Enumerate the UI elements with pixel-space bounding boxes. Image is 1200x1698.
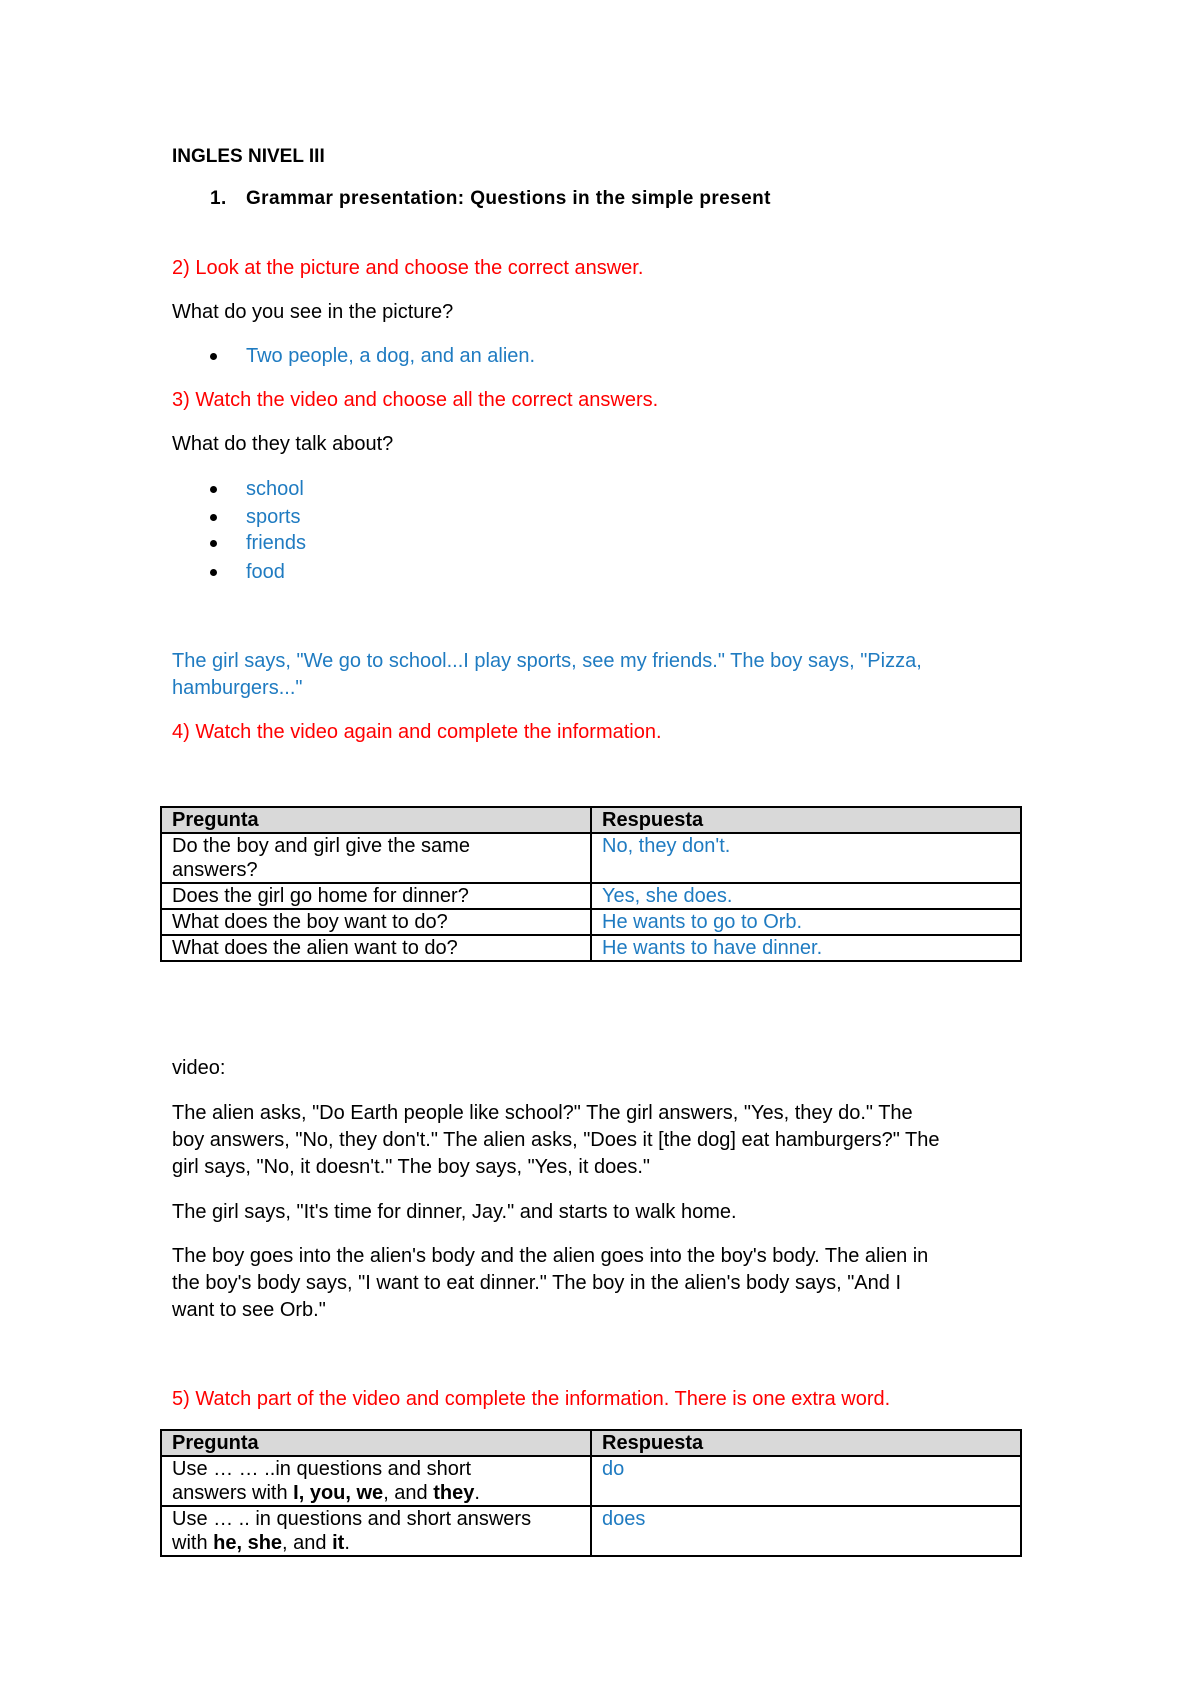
question-text: Do the boy and girl give the same bbox=[172, 835, 470, 857]
question-cell bbox=[161, 1506, 591, 1556]
bold-pronouns: it bbox=[332, 1532, 345, 1554]
table-header-row bbox=[161, 807, 1021, 833]
question-cell: Does the girl go home for dinner? bbox=[161, 883, 591, 909]
table-row bbox=[161, 1506, 1021, 1556]
question-text: Use … … ..in questions and short bbox=[172, 1458, 472, 1480]
ex2-answer-text: Two people, a dog, and an alien. bbox=[246, 345, 536, 367]
table-header-cell: Respuesta bbox=[591, 807, 1021, 833]
ex4-table bbox=[160, 806, 1022, 962]
document-title: INGLES NIVEL III bbox=[172, 146, 325, 167]
table-header-row bbox=[161, 1430, 1021, 1456]
answer-cell: Yes, she does. bbox=[591, 883, 1021, 909]
bold-pronouns: they bbox=[433, 1482, 475, 1504]
ex3-question: What do they talk about? bbox=[172, 433, 394, 455]
question-text: with bbox=[172, 1532, 214, 1554]
answer-cell: He wants to go to Orb. bbox=[591, 909, 1021, 935]
table-row bbox=[161, 935, 1021, 961]
ex5-instruction: 5) Watch part of the video and complete the information. There is one extra word. bbox=[172, 1388, 891, 1410]
table-row bbox=[161, 1456, 1021, 1506]
answer-cell: No, they don't. bbox=[591, 833, 1021, 883]
video-line: The alien asks, "Do Earth people like school?" The girl answers, "Yes, they do." The bbox=[172, 1102, 913, 1124]
ex3-answer-text: sports bbox=[246, 506, 301, 528]
section-heading-text: Grammar presentation: Questions in the simple present bbox=[246, 188, 771, 209]
bold-pronouns: I, you, we bbox=[293, 1482, 384, 1504]
bullet-icon bbox=[210, 486, 217, 493]
ex3-instruction: 3) Watch the video and choose all the correct answers. bbox=[172, 389, 659, 411]
video-line: the boy's body says, "I want to eat dinner." The boy in the alien's body says, "And I bbox=[172, 1272, 901, 1294]
table-header-cell: Pregunta bbox=[161, 807, 591, 833]
section-number: 1. bbox=[210, 188, 227, 209]
ex3-answer-item bbox=[246, 476, 304, 503]
bullet-icon bbox=[210, 540, 217, 547]
table-row bbox=[161, 883, 1021, 909]
video-paragraph bbox=[172, 1243, 928, 1324]
video-paragraph: The girl says, "It's time for dinner, Jay." and starts to walk home. bbox=[172, 1201, 737, 1223]
table-header-cell: Pregunta bbox=[161, 1430, 591, 1456]
answer-cell: does bbox=[591, 1506, 1021, 1556]
answer-cell: do bbox=[591, 1456, 1021, 1506]
question-cell: What does the boy want to do? bbox=[161, 909, 591, 935]
section-heading bbox=[210, 188, 771, 210]
ex4-instruction: 4) Watch the video again and complete the information. bbox=[172, 721, 662, 743]
video-line: boy answers, "No, they don't." The alien asks, "Does it [the dog] eat hamburgers?" The bbox=[172, 1129, 940, 1151]
bold-pronouns: he, she bbox=[213, 1532, 283, 1554]
question-text: . bbox=[344, 1532, 350, 1554]
question-cell: What does the alien want to do? bbox=[161, 935, 591, 961]
question-cell bbox=[161, 1456, 591, 1506]
video-line: girl says, "No, it doesn't." The boy says, "Yes, it does." bbox=[172, 1156, 650, 1178]
question-text: Use … .. in questions and short answers bbox=[172, 1508, 532, 1530]
bullet-icon bbox=[210, 353, 217, 360]
table-row bbox=[161, 909, 1021, 935]
video-label: video: bbox=[172, 1057, 226, 1079]
video-line: The boy goes into the alien's body and the alien goes into the boy's body. The alien in bbox=[172, 1245, 929, 1267]
ex3-answer-item bbox=[246, 504, 300, 531]
ex3-answer-text: friends bbox=[246, 532, 307, 554]
ex3-answer-item bbox=[246, 530, 306, 557]
ex3-note-line: hamburgers..." bbox=[172, 677, 303, 699]
ex2-answer-item bbox=[246, 343, 535, 370]
ex3-answer-text: school bbox=[246, 478, 304, 500]
ex2-question: What do you see in the picture? bbox=[172, 301, 454, 323]
question-text: , and bbox=[282, 1532, 333, 1554]
question-cell bbox=[161, 833, 591, 883]
table-row bbox=[161, 833, 1021, 883]
table-header-cell: Respuesta bbox=[591, 1430, 1021, 1456]
video-paragraph bbox=[172, 1100, 939, 1181]
question-text: answers? bbox=[172, 859, 258, 881]
ex3-note-line: The girl says, "We go to school...I play sports, see my friends." The boy says, "Pizza, bbox=[172, 650, 922, 672]
video-line: want to see Orb." bbox=[172, 1299, 326, 1321]
ex3-answer-text: food bbox=[246, 561, 285, 583]
ex3-answer-item bbox=[246, 559, 285, 586]
bullet-icon bbox=[210, 569, 217, 576]
question-text: , and bbox=[383, 1482, 434, 1504]
question-text: . bbox=[474, 1482, 480, 1504]
bullet-icon bbox=[210, 514, 217, 521]
ex2-instruction: 2) Look at the picture and choose the correct answer. bbox=[172, 257, 644, 279]
answer-cell: He wants to have dinner. bbox=[591, 935, 1021, 961]
ex5-table bbox=[160, 1429, 1022, 1557]
question-text: answers with bbox=[172, 1482, 294, 1504]
